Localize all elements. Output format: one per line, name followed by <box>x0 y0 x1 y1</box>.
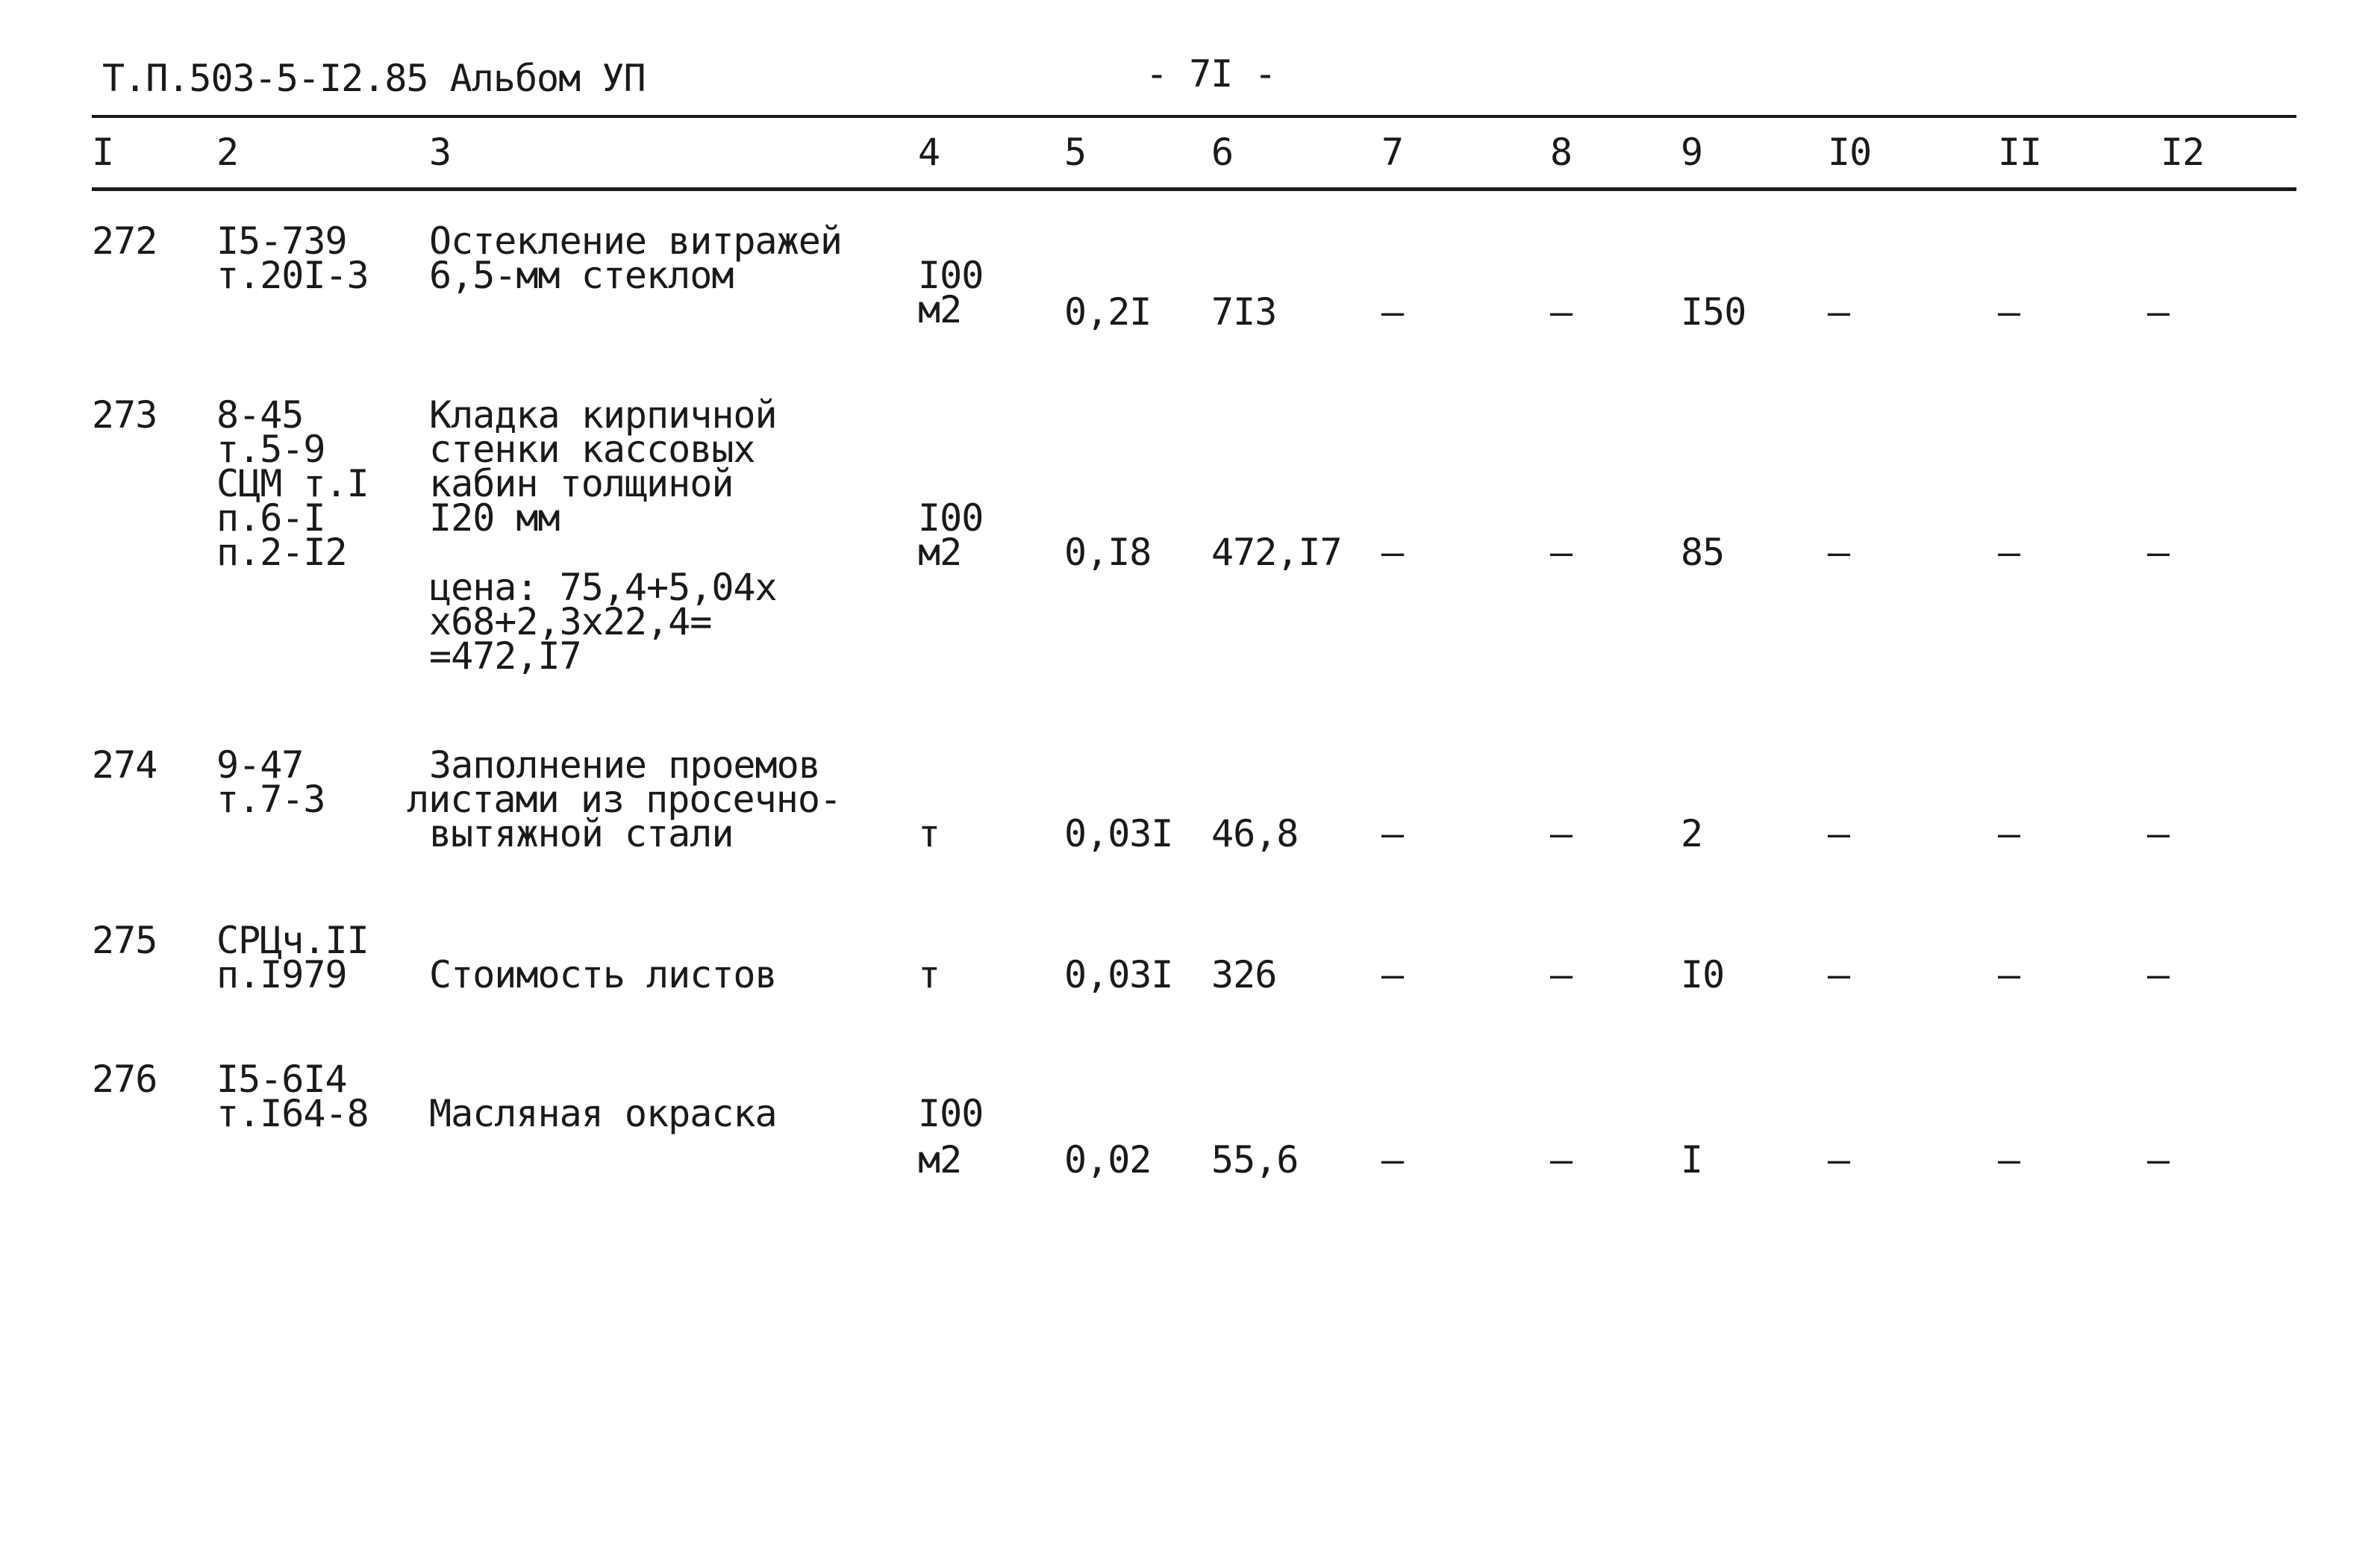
col11-value: – <box>1998 1138 2020 1182</box>
price-note: цена: 75,4+5,04х <box>429 566 777 609</box>
unit-price: 55,6 <box>1211 1138 1299 1182</box>
norm-code: п.6-I <box>216 496 325 540</box>
album-title: Т.П.503-5-I2.85 Альбом УП <box>102 57 646 100</box>
column-header: 3 <box>429 131 452 174</box>
work-description: Остекление витражей <box>429 219 842 263</box>
norm-code: 9-47 <box>216 743 304 787</box>
unit: м2 <box>918 288 962 331</box>
norm-code: т.7-3 <box>216 778 325 821</box>
col11-value: – <box>1998 290 2020 334</box>
column-header: I <box>92 131 114 174</box>
column-header: I2 <box>2161 131 2205 174</box>
col9-value: I50 <box>1681 290 1746 334</box>
column-header: 7 <box>1381 131 1404 174</box>
col9-value: 85 <box>1681 531 1725 574</box>
column-header: II <box>1998 131 2042 174</box>
quantity: 0,03I <box>1064 812 1173 855</box>
unit: м2 <box>918 1138 962 1182</box>
work-description: кабин толщиной <box>429 462 734 505</box>
price-note: =472,I7 <box>429 634 581 678</box>
quantity: 0,02 <box>1064 1138 1152 1182</box>
row-number: 275 <box>92 919 157 962</box>
column-header: 5 <box>1064 131 1087 174</box>
norm-code: т.I64-8 <box>216 1092 369 1135</box>
col8-value: – <box>1550 953 1572 996</box>
unit-price: 46,8 <box>1211 812 1299 855</box>
norm-code: п.I979 <box>216 953 347 996</box>
column-header: 4 <box>918 131 940 174</box>
work-description: Заполнение проемов <box>429 743 820 787</box>
col12-value: – <box>2147 812 2170 855</box>
col7-value: – <box>1381 531 1404 574</box>
col12-value: – <box>2147 290 2170 334</box>
col7-value: – <box>1381 953 1404 996</box>
norm-code: СРЦч.II <box>216 919 369 962</box>
col12-value: – <box>2147 953 2170 996</box>
unit-price: 7I3 <box>1211 290 1277 334</box>
column-header: 6 <box>1211 131 1234 174</box>
col7-value: – <box>1381 1138 1404 1182</box>
col10-value: – <box>1828 1138 1850 1182</box>
col11-value: – <box>1998 812 2020 855</box>
col11-value: – <box>1998 953 2020 996</box>
unit: I00 <box>918 1092 984 1135</box>
col12-value: – <box>2147 1138 2170 1182</box>
col9-value: I <box>1681 1138 1703 1182</box>
col10-value: – <box>1828 812 1850 855</box>
norm-code: I5-6I4 <box>216 1058 347 1101</box>
quantity: 0,03I <box>1064 953 1173 996</box>
work-description: вытяжной стали <box>429 812 734 855</box>
col7-value: – <box>1381 290 1404 334</box>
row-number: 272 <box>92 219 157 263</box>
norm-code: т.5-9 <box>216 428 325 471</box>
unit: I00 <box>918 496 984 540</box>
unit: т <box>918 812 940 855</box>
quantity: 0,I8 <box>1064 531 1152 574</box>
col8-value: – <box>1550 812 1572 855</box>
col8-value: – <box>1550 1138 1572 1182</box>
col8-value: – <box>1550 531 1572 574</box>
header-rule <box>92 187 2296 191</box>
col9-value: 2 <box>1681 812 1703 855</box>
norm-code: п.2-I2 <box>216 531 347 574</box>
col10-value: – <box>1828 531 1850 574</box>
price-note: х68+2,3х22,4= <box>429 600 712 643</box>
row-number: 273 <box>92 393 157 437</box>
unit: I00 <box>918 254 984 297</box>
norm-code: I5-739 <box>216 219 347 263</box>
col8-value: – <box>1550 290 1572 334</box>
unit: м2 <box>918 531 962 574</box>
page-number: - 7I - <box>1146 52 1276 96</box>
norm-code: т.20I-3 <box>216 254 369 297</box>
work-description: Масляная окраска <box>429 1092 777 1135</box>
unit-price: 472,I7 <box>1211 531 1342 574</box>
row-number: 274 <box>92 743 157 787</box>
work-description: стенки кассовых <box>429 428 755 471</box>
column-header: 2 <box>216 131 239 174</box>
col11-value: – <box>1998 531 2020 574</box>
norm-code: СЦМ т.I <box>216 462 369 505</box>
norm-code: 8-45 <box>216 393 304 437</box>
work-description: I20 мм <box>429 496 560 540</box>
work-description: Кладка кирпичной <box>429 393 777 437</box>
top-rule <box>92 115 2296 118</box>
work-description: Стоимость листов <box>429 953 777 996</box>
column-header: I0 <box>1828 131 1872 174</box>
unit: т <box>918 953 940 996</box>
quantity: 0,2I <box>1064 290 1152 334</box>
col9-value: I0 <box>1681 953 1725 996</box>
col7-value: – <box>1381 812 1404 855</box>
col12-value: – <box>2147 531 2170 574</box>
col10-value: – <box>1828 290 1850 334</box>
col10-value: – <box>1828 953 1850 996</box>
work-description: 6,5-мм стеклом <box>429 254 734 297</box>
unit-price: 326 <box>1211 953 1277 996</box>
row-number: 276 <box>92 1058 157 1101</box>
work-description: листами из просечно- <box>407 778 842 821</box>
column-header: 9 <box>1681 131 1703 174</box>
column-header: 8 <box>1550 131 1572 174</box>
